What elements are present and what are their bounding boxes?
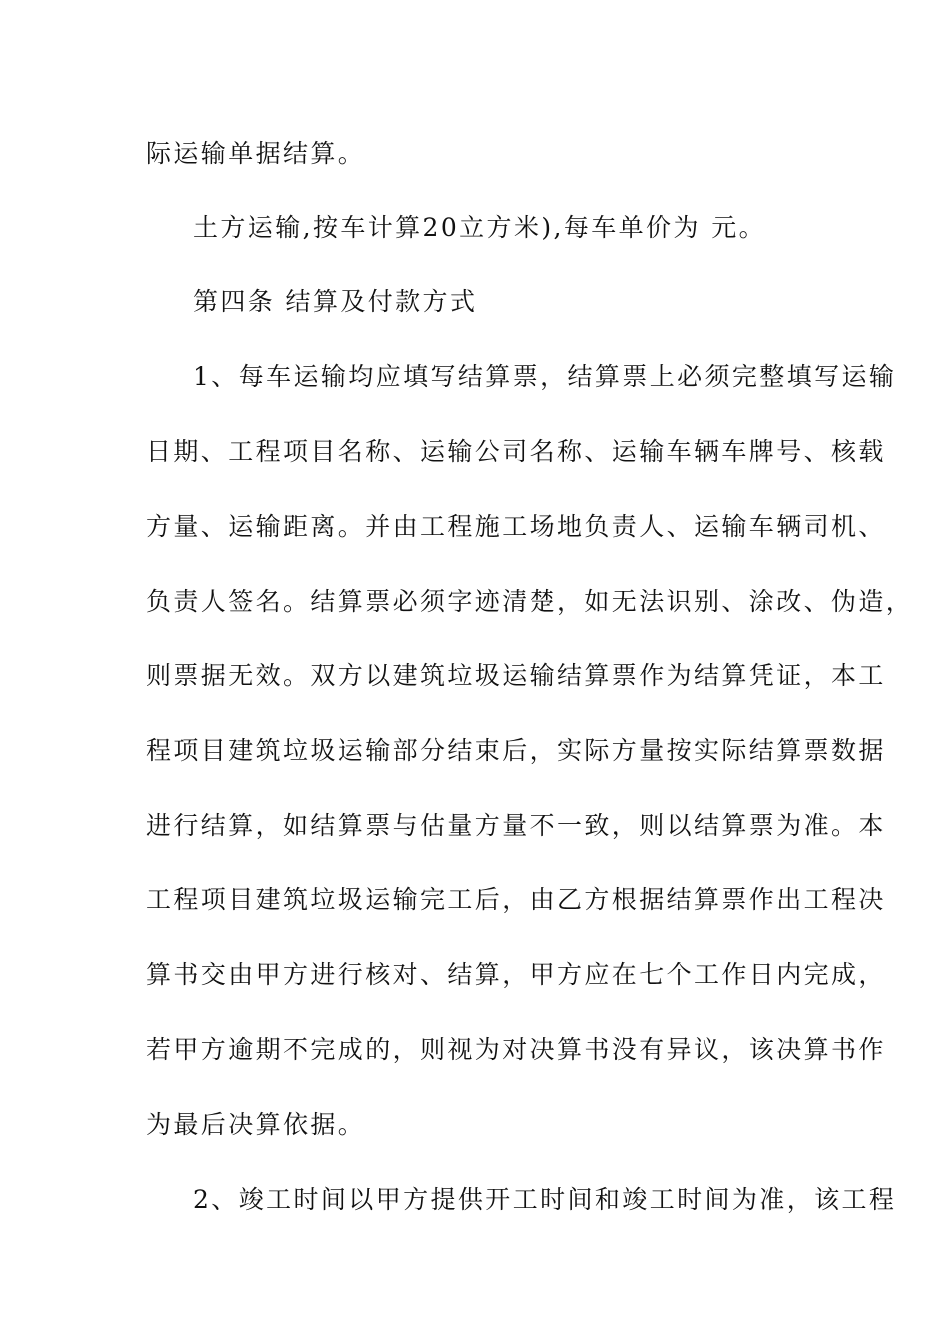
text-line-13: 若甲方逾期不完成的，则视为对决算书没有异议，该决算书作	[146, 1035, 886, 1064]
text-line-8: 则票据无效。双方以建筑垃圾运输结算票作为结算凭证，本工	[146, 661, 886, 690]
section-heading: 第四条 结算及付款方式	[193, 287, 478, 316]
text-line-4: 1、每车运输均应填写结算票，结算票上必须完整填写运输	[193, 362, 897, 391]
text-line-14: 为最后决算依据。	[146, 1110, 366, 1139]
text-line-2: 土方运输,按车计算20立方米),每车单价为 元。	[193, 213, 767, 242]
text-line-11: 工程项目建筑垃圾运输完工后，由乙方根据结算票作出工程决	[146, 885, 886, 914]
text-line-5: 日期、工程项目名称、运输公司名称、运输车辆车牌号、核载	[146, 437, 886, 466]
text-line-15: 2、竣工时间以甲方提供开工时间和竣工时间为准，该工程	[193, 1185, 897, 1214]
text-line-7: 负责人签名。结算票必须字迹清楚，如无法识别、涂改、伪造，	[146, 587, 914, 616]
text-line-10: 进行结算，如结算票与估量方量不一致，则以结算票为准。本	[146, 811, 886, 840]
text-line-9: 程项目建筑垃圾运输部分结束后，实际方量按实际结算票数据	[146, 736, 886, 765]
text-line-6: 方量、运输距离。并由工程施工场地负责人、运输车辆司机、	[146, 512, 886, 541]
text-line-1: 际运输单据结算。	[146, 139, 366, 168]
text-line-12: 算书交由甲方进行核对、结算，甲方应在七个工作日内完成，	[146, 960, 886, 989]
